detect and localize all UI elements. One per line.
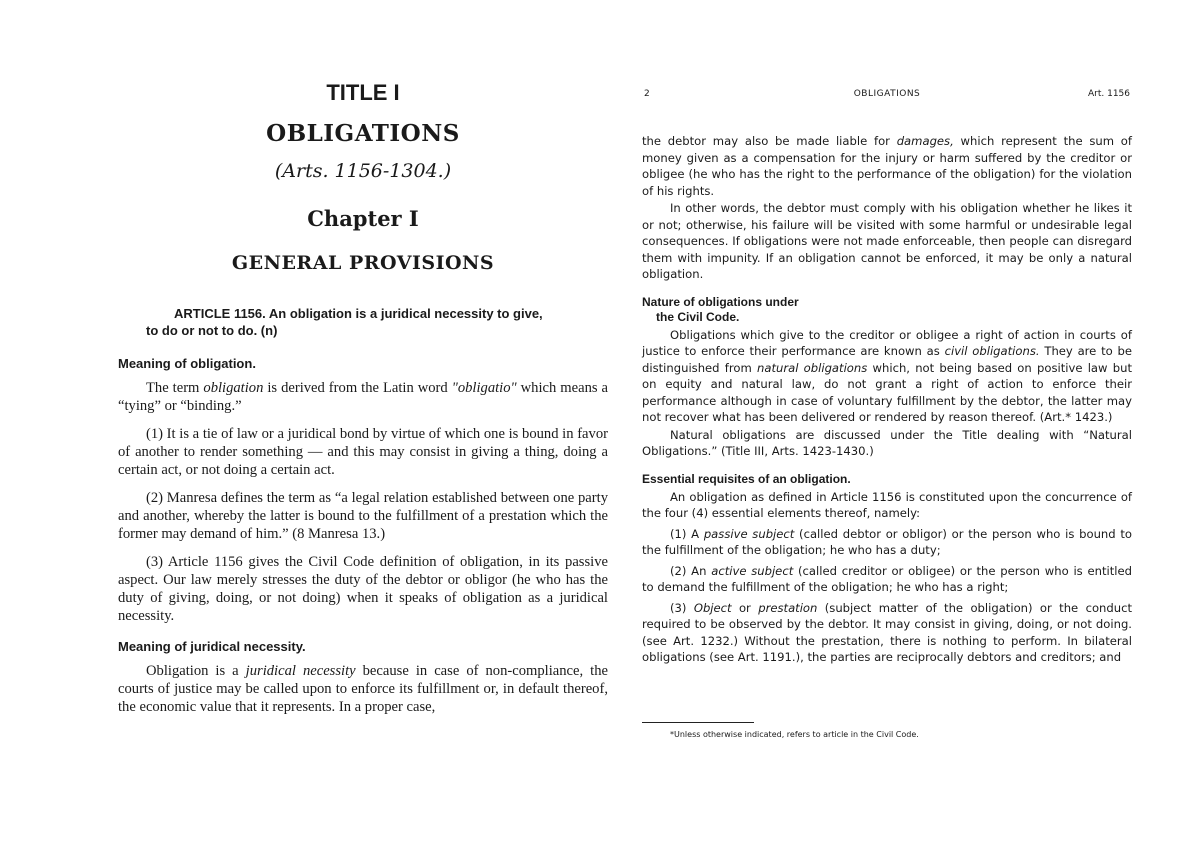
article-line-1: ARTICLE 1156. An obligation is a juridical necessity to give,	[174, 306, 543, 321]
text-run-italic: obligation	[203, 380, 264, 396]
text-run: the debtor may also be made liable for	[642, 134, 897, 148]
text-run-italic: "obligatio"	[451, 380, 517, 396]
text-run: (subject matter of the obligation) or the conduct required to be observed by the debtor. It may consist in giving, doing, or not doing. (see Art. 1232.) Without the prestation, there is nothing to perform. In bilateral obligations (see Art. 1191.), the parties are reciprocally debtors and creditors; and	[642, 600, 1133, 664]
footnote-divider	[642, 722, 754, 723]
left-body	[118, 356, 608, 726]
article-line-2: to do or not to do. (n)	[146, 323, 278, 338]
paragraph	[642, 327, 1132, 426]
page-number: 2	[644, 89, 650, 99]
paragraph: (3) Article 1156 gives the Civil Code definition of obligation, in its passive aspect. Our law merely stresses the duty of the debtor or obligor (he who has the duty of giving, doing, or not doing) when it speaks of obligation as a juridical necessity.	[118, 554, 608, 624]
paragraph	[642, 563, 1132, 596]
paragraph	[642, 133, 1132, 199]
text-run-italic: damages,	[896, 134, 954, 148]
text-run: (1) A	[670, 526, 704, 541]
text-run-italic: passive subject	[703, 526, 795, 541]
paragraph	[118, 379, 608, 415]
text-run: Obligations which give to the creditor or obligee a right of action in courts of justice to enforce their performance are known as	[642, 327, 1132, 358]
article-reference: Art. 1156	[1087, 89, 1130, 99]
text-run: or	[731, 600, 759, 615]
text-run-italic: prestation	[758, 600, 818, 615]
text-run: (2) An	[670, 563, 712, 578]
chapter-heading: Chapter I	[307, 206, 419, 231]
articles-range: (Arts. 1156-1304.)	[274, 160, 452, 182]
text-run: because in case of non-compliance, the courts of justice may be called upon to enforce its fulfillment or, in default thereof, the economic value that it represents. In a proper case,	[118, 663, 608, 715]
section-heading-essential-requisites: Essential requisites of an obligation.	[642, 471, 851, 486]
obligations-heading: OBLIGATIONS	[266, 120, 460, 147]
text-run: which, not being based on positive law but on equity and natural law, do not grant a right of action to enforce their performance although in case of voluntary fulfillment by the debtor, the latter may not recover what has been delivered or rendered by reason thereof. (Art.* 1423.)	[642, 360, 1132, 424]
right-body	[642, 133, 1132, 667]
paragraph	[118, 662, 608, 716]
section-heading-line: the Civil Code.	[656, 309, 740, 324]
text-run: They are to be distinguished from	[642, 344, 1133, 375]
chapter-title: GENERAL PROVISIONS	[231, 252, 495, 274]
paragraph	[642, 600, 1132, 666]
paragraph: In other words, the debtor must comply with his obligation whether he likes it or not; otherwise, his failure will be visited with some harmful or undesirable legal consequences. If obligations were not made enforceable, then people can disregard them with impunity. If an obligation cannot be enforced, it may be only a natural obligation.	[642, 201, 1132, 281]
paragraph	[642, 526, 1132, 559]
running-header	[644, 89, 1130, 103]
section-heading-line: Nature of obligations under	[642, 294, 799, 309]
text-run: is derived from the Latin word	[263, 380, 452, 396]
text-run-italic: civil obligations.	[944, 344, 1040, 358]
paragraph: (1) It is a tie of law or a juridical bond by virtue of which one is bound in favor of another to render something — and this may consist in giving a thing, doing a certain act, or not doing a certain act.	[118, 426, 608, 478]
title-heading: TITLE I	[326, 80, 400, 105]
right-page	[620, 0, 1200, 849]
text-run: (called debtor or obligor) or the person who is bound to the fulfillment of the obligation; he who has a duty;	[642, 526, 1132, 557]
text-run-italic: active subject	[711, 563, 794, 578]
paragraph: Natural obligations are discussed under the Title dealing with “Natural Obligations.” (Title III, Arts. 1423-1430.)	[642, 427, 1132, 458]
text-run-italic: juridical necessity	[245, 663, 356, 679]
text-run: (3)	[670, 600, 694, 615]
section-heading-nature-obligations	[642, 295, 1132, 325]
article-1156-text	[118, 305, 608, 339]
text-run-italic: Object	[693, 600, 732, 615]
running-title: OBLIGATIONS	[853, 89, 921, 99]
text-run: which means a “tying” or “binding.”	[118, 380, 608, 414]
text-run: Obligation is a	[146, 663, 246, 679]
text-run-italic: natural obligations	[757, 360, 868, 375]
section-heading-juridical-necessity: Meaning of juridical necessity.	[118, 639, 306, 654]
footnote: *Unless otherwise indicated, refers to article in the Civil Code.	[670, 730, 919, 739]
paragraph: An obligation as defined in Article 1156 is constituted upon the concurrence of the four (4) essential elements thereof, namely:	[642, 489, 1132, 520]
section-heading-meaning-obligation: Meaning of obligation.	[118, 356, 256, 371]
paragraph: (2) Manresa defines the term as “a legal relation established between one party and another, whereby the latter is bound to the fulfillment of a prestation which the former may demand of him.” (8 Manresa 13.)	[118, 490, 608, 542]
text-run: which represent the sum of money given as a compensation for the injury or harm suffered by the creditor or obligee (he who has the right to the performance of the obligation) for the violation of his rights.	[642, 134, 1132, 198]
text-run: The term	[146, 380, 204, 396]
text-run: (called creditor or obligee) or the person who is entitled to demand the fulfillment of the obligation; he who has a right;	[642, 563, 1132, 594]
